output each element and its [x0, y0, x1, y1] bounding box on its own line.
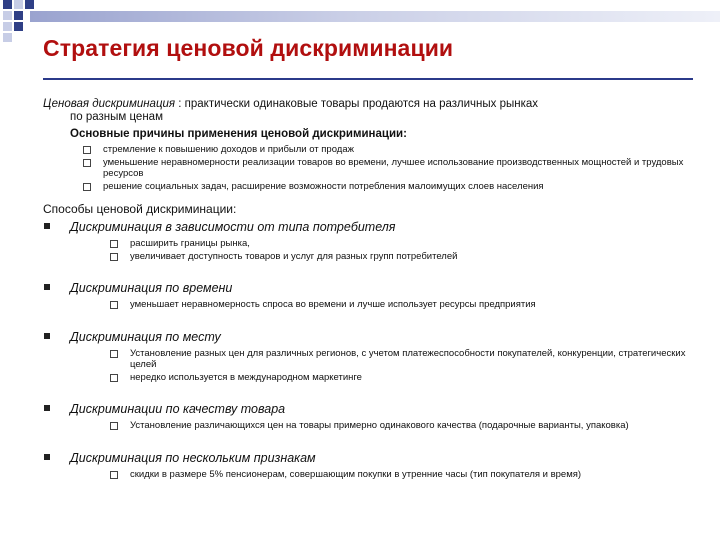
decor-square: [14, 11, 23, 20]
checkbox-bullet-icon: [110, 301, 118, 309]
definition-paragraph: [43, 98, 693, 124]
list-item: уменьшает неравномерность спроса во времени и лучше использует ресурсы предприятия: [70, 299, 693, 311]
square-bullet-icon: [44, 405, 50, 411]
decor-square: [3, 22, 12, 31]
definition-term: Ценовая дискриминация: [43, 98, 176, 110]
list-item: Установление различающихся цен на товары примерно одинакового качества (подарочные варианты, упаковка): [70, 420, 693, 432]
list-item: решение социальных задач, расширение возможности потребления малоимущих слоев населения: [43, 181, 693, 193]
square-bullet-icon: [44, 284, 50, 290]
way-label: Дискриминация по времени: [70, 281, 233, 295]
slide-content: [43, 98, 693, 481]
list-item: нередко используется в международном маркетинге: [70, 372, 693, 384]
decor-square: [3, 11, 12, 20]
way-group-consumer-type: [43, 220, 693, 262]
checkbox-bullet-icon: [83, 146, 91, 154]
square-bullet-icon: [44, 454, 50, 460]
reasons-heading: Основные причины применения ценовой дискриминации:: [70, 128, 407, 140]
checkbox-bullet-icon: [83, 159, 91, 167]
way-label: Дискриминации по качеству товара: [70, 402, 286, 416]
list-item: расширить границы рынка,: [70, 238, 693, 250]
way-items: [70, 238, 693, 262]
ways-heading: Способы ценовой дискриминации:: [43, 202, 237, 216]
decor-square: [14, 22, 23, 31]
square-bullet-icon: [44, 223, 50, 229]
list-item: скидки в размере 5% пенсионерам, совершающим покупки в утренние часы (тип покупателя и время): [70, 469, 693, 481]
checkbox-bullet-icon: [110, 422, 118, 430]
checkbox-bullet-icon: [110, 350, 118, 358]
way-label: Дискриминация по нескольким признакам: [70, 450, 316, 465]
checkbox-bullet-icon: [110, 374, 118, 382]
reasons-list: [43, 144, 693, 192]
way-group-time: [43, 281, 693, 311]
decor-square: [3, 0, 12, 9]
slide-title: Стратегия ценовой дискриминации: [43, 35, 454, 61]
list-item: увеличивает доступность товаров и услуг для разных групп потребителей: [70, 251, 693, 263]
way-items: [70, 299, 693, 311]
way-group-quality: [43, 402, 693, 432]
definition-text: : практически одинаковые товары продаются на различных рынках: [175, 98, 539, 110]
square-bullet-icon: [44, 333, 50, 339]
decor-square: [25, 0, 34, 9]
definition-text-continued: по разным ценам: [70, 111, 163, 123]
list-item: уменьшение неравномерности реализации товаров во времени, лучшее использование производственных мощностей и трудовых ресурсов: [43, 157, 693, 180]
decor-square: [3, 33, 12, 42]
way-items: [70, 420, 693, 432]
way-group-multiple: [43, 451, 693, 481]
way-items: [70, 348, 693, 384]
list-item: Установление разных цен для различных регионов, с учетом платежеспособности покупателей, конкуренции, стратегических целей: [70, 348, 693, 371]
way-group-place: [43, 330, 693, 384]
checkbox-bullet-icon: [110, 471, 118, 479]
checkbox-bullet-icon: [110, 253, 118, 261]
decor-square: [14, 0, 23, 9]
way-items: [70, 469, 693, 481]
checkbox-bullet-icon: [110, 240, 118, 248]
way-label: Дискриминация по месту: [70, 329, 221, 344]
checkbox-bullet-icon: [83, 183, 91, 191]
header-gradient-bar: [30, 11, 720, 22]
way-label: Дискриминация в зависимости от типа потребителя: [70, 220, 396, 234]
title-underline: [43, 78, 693, 80]
list-item: стремление к повышению доходов и прибыли от продаж: [43, 144, 693, 156]
